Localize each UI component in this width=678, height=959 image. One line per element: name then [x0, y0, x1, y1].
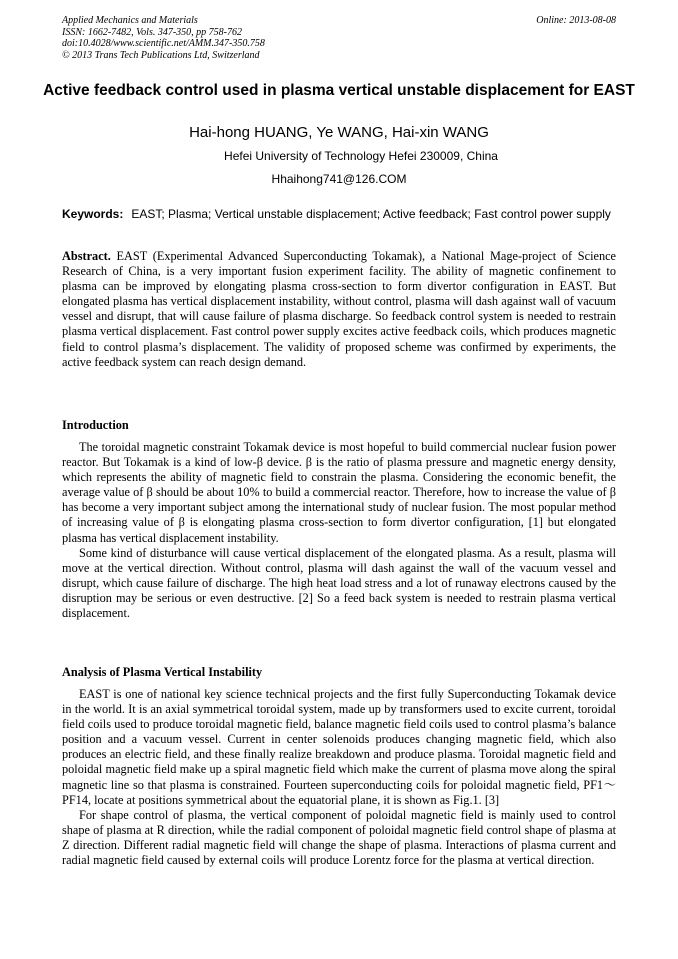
- keywords-block: [62, 207, 616, 222]
- paper-title: Active feedback control used in plasma vertical unstable displacement for EAST: [43, 82, 635, 99]
- doi-line: doi:10.4028/www.scientific.net/AMM.347-350.758: [62, 38, 265, 49]
- journal-name: Applied Mechanics and Materials: [62, 15, 198, 26]
- analysis-paragraph-1: EAST is one of national key science technical projects and the first fully Superconducting Tokamak device in the world. It is an axial symmetrical toroidal system, made up by transformers used to excite current, toroidal field coils used to produce toroidal magnetic field, balance magnetic field coils used to control plasma’s balance position and a vacuum vessel. Current in center solenoids produces changing magnetic field, which also produces an electric field, and these finally realize breakdown and produce plasma. Toroidal magnetic field and poloidal magnetic field make up a spiral magnetic field which make the current of plasma move along the spiral magnetic line so that plasma is constrained. Fourteen superconducting coils for poloidal magnetic field, PF1～PF14, locate at positions symmetrical about the equatorial plane, it is shown as Fig.1. [3]: [62, 687, 616, 807]
- analysis-body: [62, 687, 616, 868]
- analysis-paragraph-2: For shape control of plasma, the vertical component of poloidal magnetic field is mainly used to control shape of plasma at R direction, while the radial component of poloidal magnetic field control shape of plasma at Z direction. Different radial magnetic field will change the shape of plasma. Interactions of plasma current and radial magnetic field caused by external coils will produce Lorentz force for the plasma at vertical direction.: [62, 807, 616, 868]
- copyright-line: © 2013 Trans Tech Publications Ltd, Switzerland: [62, 49, 260, 61]
- affiliation: Hefei University of Technology Hefei 230009, China: [224, 149, 498, 163]
- online-date: Online: 2013-08-08: [536, 15, 616, 26]
- keywords-text: EAST; Plasma; Vertical unstable displacement; Active feedback; Fast control power supply: [131, 207, 611, 221]
- analysis-heading: Analysis of Plasma Vertical Instability: [62, 665, 263, 679]
- abstract-block: [62, 249, 616, 370]
- introduction-paragraph-1: The toroidal magnetic constraint Tokamak device is most hopeful to build commercial nuclear fusion power reactor. But Tokamak is a kind of low-β device. β is the ratio of plasma pressure and magnetic energy density, which represents the ability of magnetic field to constrain the plasma. Considering the economic benefit, the average value of β should be about 10% to build a commercial reactor. Therefore, how to increase the value of β has become a very important subject among the international study of nuclear fusion. The most popular method of increasing value of β is elongating plasma cross-section to form divertor configuration, [1] but elongated plasma has vertical displacement instability.: [62, 440, 616, 545]
- issn-line: ISSN: 1662-7482, Vols. 347-350, pp 758-762: [62, 26, 242, 38]
- introduction-body: [62, 440, 616, 621]
- introduction-heading: Introduction: [62, 418, 129, 432]
- abstract-label: Abstract.: [62, 249, 111, 263]
- introduction-paragraph-2: Some kind of disturbance will cause vertical displacement of the elongated plasma. As a result, plasma will move at the vertical direction. Without control, plasma will dash against the wall of the vacuum vessel and disrupt, which cause failure of discharge. The high heat load stress and a lot of runaway electrons caused by the disruption may be serious or even destructive. [2] So a feed back system is needed to restrain plasma vertical displacement.: [62, 545, 616, 621]
- author-list: Hai-hong HUANG, Ye WANG, Hai-xin WANG: [189, 124, 489, 141]
- abstract-text: EAST (Experimental Advanced Superconducting Tokamak), a National Mage-project of Science Research of China, is a very important fusion experiment facility. The ability of magnetic confinement to plasma can be improved by elongating plasma cross-section to form divertor configuration in EAST. But elongated plasma has vertical displacement instability, without control, plasma will dash against wall of vacuum vessel and disrupt, that will cause failure of plasma discharge. So feedback control system is needed to restrain plasma vertical displacement. Fast control power supply excites active feedback coils, which produces magnetic field to control plasma’s displacement. The validity of proposed scheme was confirmed by experiments, the active feedback system can reach design demand.: [62, 249, 617, 369]
- keywords-label: Keywords:: [62, 207, 124, 221]
- contact-email: Hhaihong741@126.COM: [271, 172, 407, 186]
- journal-header: [62, 15, 616, 61]
